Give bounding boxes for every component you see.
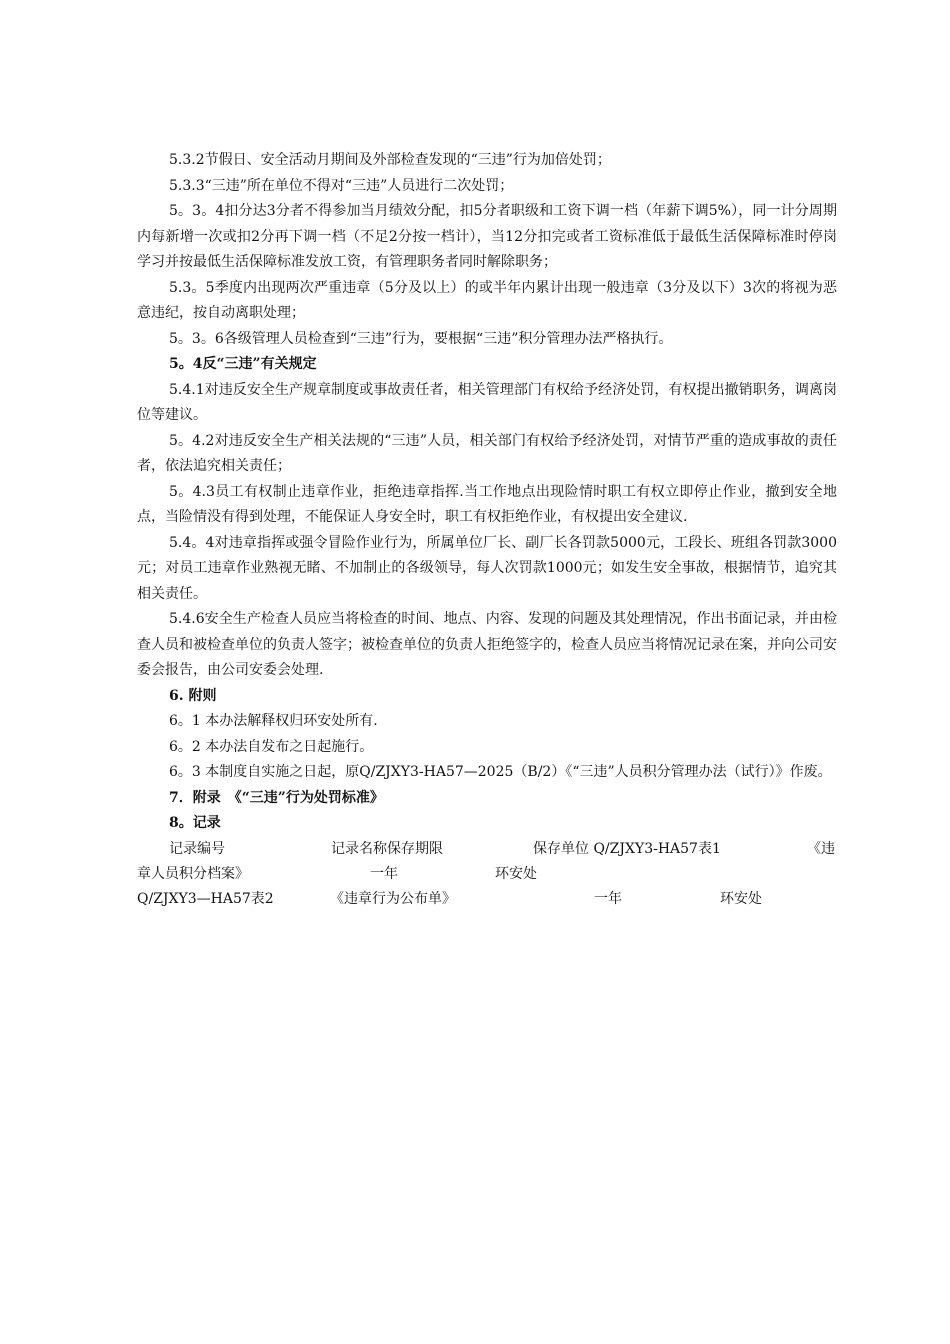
clause-6-2: 6。2 本办法自发布之日起施行。	[169, 738, 374, 755]
records-row1-name-start: 《违	[807, 840, 835, 857]
document-body	[137, 148, 837, 913]
section-heading-6: 6. 附则	[169, 687, 217, 704]
section-heading-5-4: 5。4反“三违”有关规定	[169, 356, 317, 372]
clause-5-3-5: 5.3。5季度内出现两次严重违章（5分及以上）的或半年内累计出现一般违章（3分及以下）3次的将视为恶意违纪，按自动离职处理；	[137, 279, 837, 321]
section-heading-8: 8。记录	[169, 815, 221, 831]
records-header-unit-code1: 保存单位 Q/ZJXY3-HA57表1	[533, 840, 721, 857]
clause-6-3: 6。3 本制度自实施之日起，原Q/ZJXY3-HA57—2025（B/2）《“三违”人员积分管理办法（试行）》作废。	[169, 764, 832, 780]
clause-5-4-6: 5.4.6安全生产检查人员应当将检查的时间、地点、内容、发现的问题及其处理情况，作出书面记录，并由检查人员和被检查单位的负责人签字；被检查单位的负责人拒绝签字的，检查人员应当将情况记录在案，并向公司安委会报告，由公司安委会处理.	[137, 611, 837, 678]
clause-5-4-4: 5.4。4对违章指挥或强令冒险作业行为，所属单位厂长、副厂长各罚款5000元，工段长、班组各罚款3000元；对员工违章作业熟视无睹、不加制止的各级领导，每人次罚款1000元；如发生安全事故，根据情节，追究其相关责任。	[137, 534, 837, 602]
records-row2-period: 一年	[594, 890, 622, 907]
clause-5-4-3: 5。4.3员工有权制止违章作业，拒绝违章指挥.当工作地点出现险情时职工有权立即停止作业，撤到安全地点，当险情没有得到处理，不能保证人身安全时，职工有权拒绝作业，有权提出安全建议.	[137, 483, 837, 525]
records-header-name-period: 记录名称保存期限	[331, 840, 443, 857]
section-heading-7: 7．附录 《“三违”行为处罚标准》	[169, 789, 384, 806]
records-row1-name-end: 章人员积分档案》	[137, 865, 249, 882]
records-row2-name: 《违章行为公布单》	[330, 890, 456, 907]
records-row1-unit: 环安处	[495, 865, 537, 882]
clause-5-3-2: 5.3.2节假日、安全活动月期间及外部检查发现的“三违”行为加倍处罚；	[169, 152, 611, 168]
records-row2-code: Q/ZJXY3—HA57表2	[137, 890, 274, 907]
clause-5-3-4: 5。3。4扣分达3分者不得参加当月绩效分配，扣5分者职级和工资下调一档（年薪下调5%），同一计分周期内每新增一次或扣2分再下调一档（不足2分按一档计），当12分扣完或者工资标准低于最低生活保障标准时停岗学习并按最低生活保障标准发放工资，有管理职务者同时解除职务；	[137, 203, 837, 270]
clause-5-3-6: 5。3。6各级管理人员检查到“三违”行为，要根据“三违”积分管理办法严格执行。	[169, 330, 673, 347]
clause-5-4-2: 5。4.2对违反安全生产相关法规的“三违”人员，相关部门有权给予经济处罚，对情节严重的造成事故的责任者，依法追究相关责任；	[137, 432, 837, 474]
clause-5-4-1: 5.4.1对违反安全生产规章制度或事故责任者，相关管理部门有权给予经济处罚，有权提出撤销职务，调离岗位等建议。	[137, 381, 837, 423]
clause-6-1: 6。1 本办法解释权归环安处所有.	[169, 713, 378, 729]
records-row1-period: 一年	[370, 865, 398, 882]
clause-5-3-3: 5.3.3“三违”所在单位不得对“三违”人员进行二次处罚；	[169, 177, 514, 194]
records-row2-unit: 环安处	[720, 890, 762, 907]
records-block	[137, 837, 837, 913]
records-header-number: 记录编号	[169, 840, 225, 857]
